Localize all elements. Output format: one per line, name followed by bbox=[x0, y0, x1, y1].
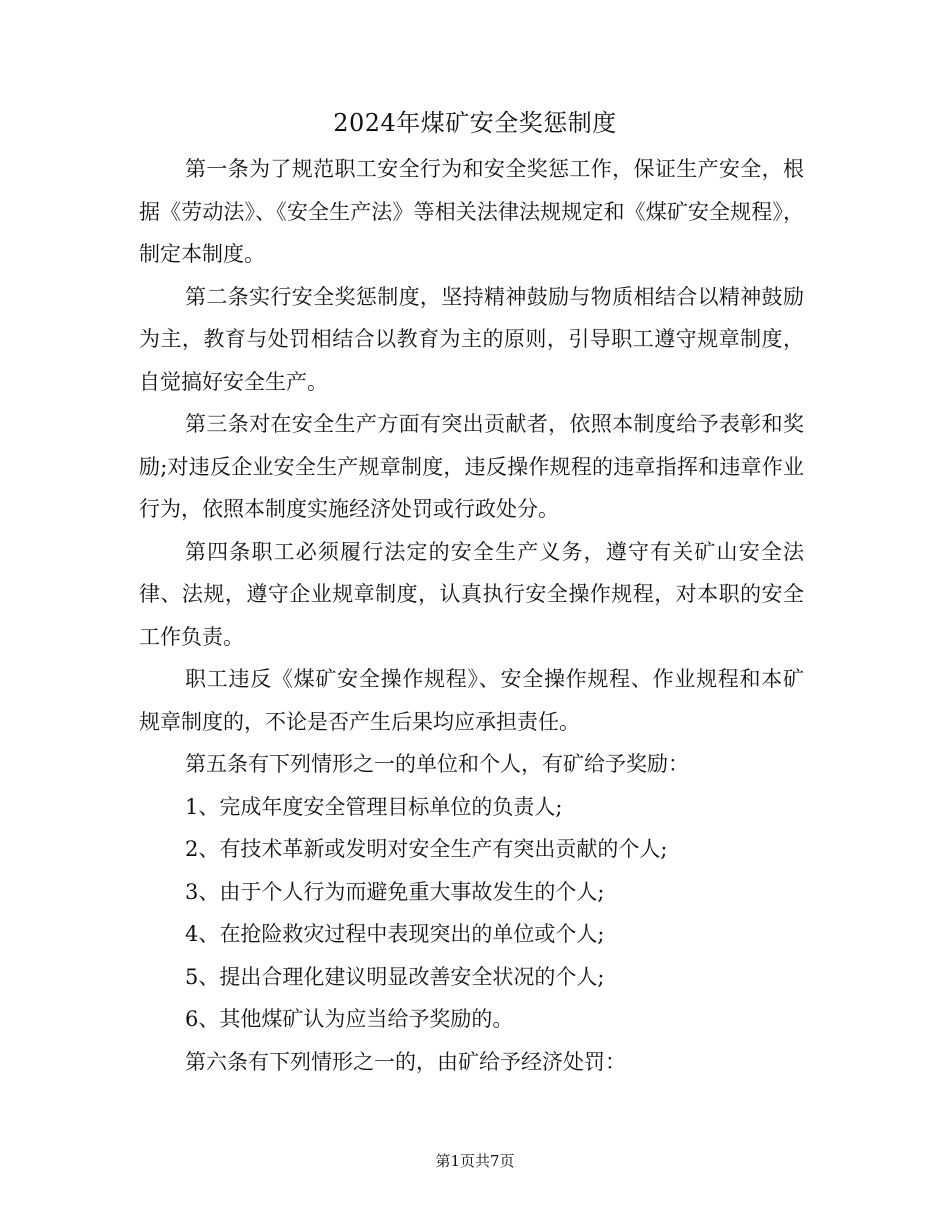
page-number-footer: 第1页共7页 bbox=[435, 1152, 515, 1170]
list-item-reward-2: 2、有技术革新或发明对安全生产有突出贡献的个人; bbox=[185, 837, 668, 861]
list-item-reward-4: 4、在抢险救灾过程中表现突出的单位或个人; bbox=[185, 922, 605, 946]
paragraph-article-1: 第一条为了规范职工安全行为和安全奖惩工作，保证生产安全，根据《劳动法》、《安全生产法》等相关法律法规规定和《煤矿安全规程》，制定本制度。 bbox=[139, 157, 804, 266]
document-title: 2024年煤矿安全奖惩制度 bbox=[333, 109, 617, 137]
paragraph-worker-liability: 职工违反《煤矿安全操作规程》、安全操作规程、作业规程和本矿规章制度的，不论是否产生后果均应承担责任。 bbox=[139, 667, 804, 734]
document-body bbox=[139, 148, 804, 1083]
paragraph-article-5: 第五条有下列情形之一的单位和个人，有矿给予奖励： bbox=[185, 752, 689, 776]
paragraph-article-3: 第三条对在安全生产方面有突出贡献者，依照本制度给予表彰和奖励;对违反企业安全生产规章制度，违反操作规程的违章指挥和违章作业行为，依照本制度实施经济处罚或行政处分。 bbox=[139, 412, 804, 521]
list-item-reward-6: 6、其他煤矿认为应当给予奖励的。 bbox=[185, 1007, 514, 1031]
list-item-reward-3: 3、由于个人行为而避免重大事故发生的个人; bbox=[185, 879, 605, 904]
list-item-reward-1: 1、完成年度安全管理目标单位的负责人; bbox=[185, 794, 563, 819]
paragraph-article-6: 第六条有下列情形之一的，由矿给予经济处罚： bbox=[185, 1049, 626, 1074]
paragraph-article-2: 第二条实行安全奖惩制度，坚持精神鼓励与物质相结合以精神鼓励为主，教育与处罚相结合以教育为主的原则，引导职工遵守规章制度，自觉搞好安全生产。 bbox=[139, 284, 804, 394]
paragraph-article-4: 第四条职工必须履行法定的安全生产义务，遵守有关矿山安全法律、法规，遵守企业规章制度，认真执行安全操作规程，对本职的安全工作负责。 bbox=[139, 539, 804, 649]
list-item-reward-5: 5、提出合理化建议明显改善安全状况的个人; bbox=[185, 964, 605, 989]
